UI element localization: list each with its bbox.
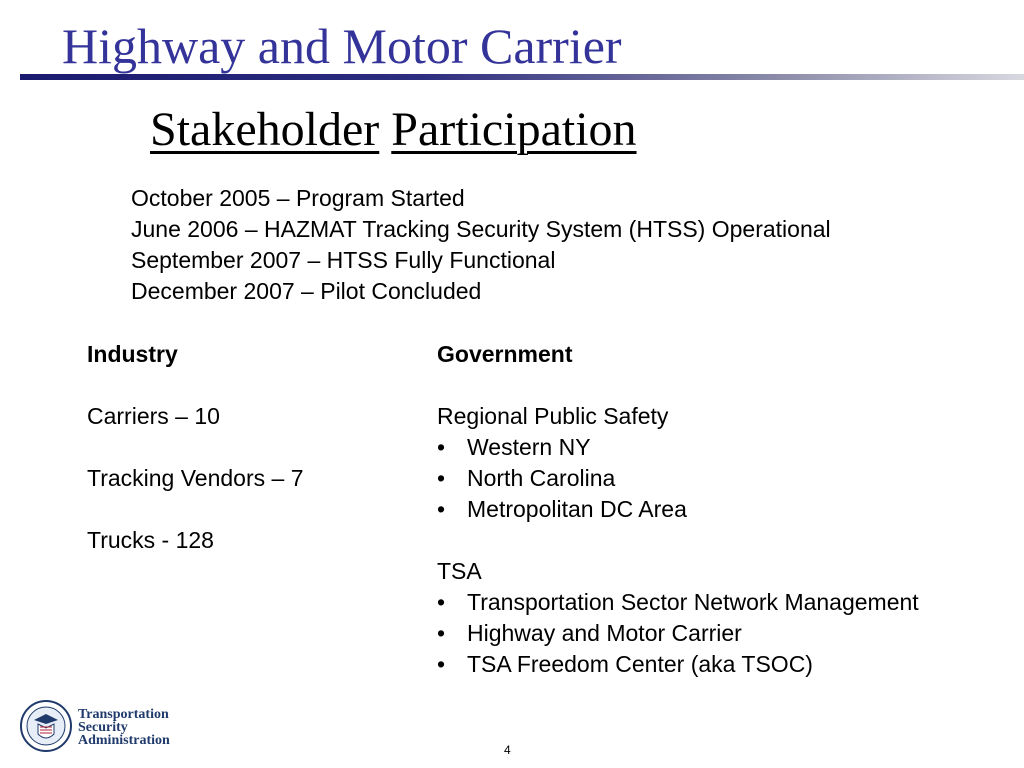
tsa-heading: TSA: [437, 558, 482, 584]
industry-item: Tracking Vendors – 7: [87, 465, 304, 491]
regional-item: Western NY: [467, 434, 591, 460]
list-item: [437, 432, 919, 463]
dhs-seal-icon: [20, 700, 72, 752]
industry-item: Trucks - 128: [87, 527, 214, 553]
list-item: [437, 618, 919, 649]
bullet-icon: •: [437, 496, 446, 522]
logo-line: Transportation: [78, 707, 169, 722]
government-heading: Government: [437, 341, 573, 367]
page-number: 4: [504, 743, 511, 757]
title-underline-rule: [20, 74, 1024, 80]
timeline-item: October 2005 – Program Started: [131, 185, 465, 211]
tsa-logo: [20, 700, 200, 755]
slide-title: Highway and Motor Carrier: [62, 18, 622, 74]
tsa-item: TSA Freedom Center (aka TSOC): [467, 651, 813, 677]
subtitle-word-stakeholder: Stakeholder: [150, 103, 380, 156]
bullet-icon: •: [437, 434, 446, 460]
list-item: [437, 649, 919, 680]
bullet-icon: •: [437, 651, 446, 677]
government-column: [437, 339, 919, 680]
logo-wordmark: [78, 708, 170, 747]
logo-line: Administration: [78, 733, 170, 748]
bullet-icon: •: [437, 589, 446, 615]
list-item: [437, 463, 919, 494]
tsa-item: Highway and Motor Carrier: [467, 620, 742, 646]
timeline-item: September 2007 – HTSS Fully Functional: [131, 247, 556, 273]
industry-item: Carriers – 10: [87, 403, 220, 429]
timeline-item: June 2006 – HAZMAT Tracking Security System (HTSS) Operational: [131, 216, 831, 242]
subtitle-word-participation: Participation: [391, 103, 637, 156]
timeline-item: December 2007 – Pilot Concluded: [131, 278, 482, 304]
regional-item: Metropolitan DC Area: [467, 496, 687, 522]
regional-item: North Carolina: [467, 465, 616, 491]
slide-subtitle: [150, 100, 637, 160]
industry-heading: Industry: [87, 341, 178, 367]
industry-column: [87, 339, 304, 556]
list-item: [437, 494, 919, 525]
bullet-icon: •: [437, 465, 446, 491]
regional-heading: Regional Public Safety: [437, 403, 669, 429]
tsa-item: Transportation Sector Network Management: [467, 589, 919, 615]
list-item: [437, 587, 919, 618]
timeline-list: [131, 183, 831, 307]
logo-line: Security: [78, 720, 128, 735]
bullet-icon: •: [437, 620, 446, 646]
